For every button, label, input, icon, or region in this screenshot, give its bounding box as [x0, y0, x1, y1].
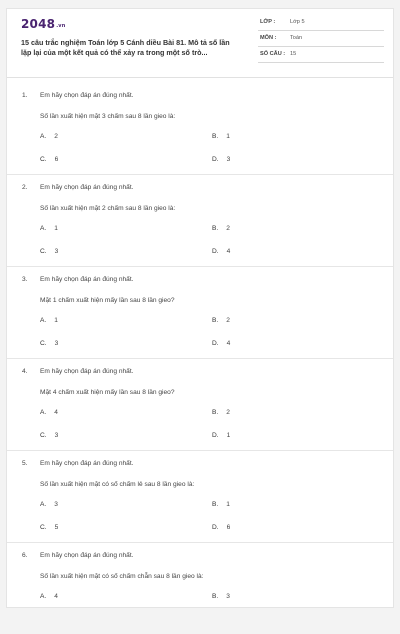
meta-row-subject	[258, 31, 384, 47]
option-a[interactable]	[40, 409, 58, 416]
option-a[interactable]	[40, 501, 58, 508]
option-d[interactable]	[212, 156, 230, 163]
logo-text: 2048	[21, 17, 56, 31]
option-letter: C.	[40, 432, 47, 439]
worksheet-page	[6, 8, 394, 608]
option-b[interactable]	[212, 501, 230, 508]
option-a[interactable]	[40, 317, 58, 324]
meta-value: 15	[290, 51, 297, 57]
option-b[interactable]	[212, 409, 230, 416]
option-a[interactable]	[40, 225, 58, 232]
option-value: 1	[226, 133, 230, 140]
option-d[interactable]	[212, 248, 230, 255]
option-value: 3	[54, 248, 59, 255]
worksheet-header	[7, 9, 393, 79]
option-letter: A.	[40, 501, 47, 508]
option-letter: D.	[212, 432, 219, 439]
option-letter: A.	[40, 225, 47, 232]
option-b[interactable]	[212, 225, 230, 232]
option-value: 1	[54, 225, 58, 232]
meta-key: SỐ CÂU :	[260, 51, 286, 57]
option-value: 5	[54, 524, 59, 531]
header-divider	[7, 77, 393, 78]
worksheet-title: 15 câu trắc nghiệm Toán lớp 5 Cánh diều Bài 81. Mô tả số lần lặp lại của một kết quả có thể xảy ra trong một số trò...	[21, 38, 230, 57]
option-letter: D.	[212, 340, 219, 347]
option-value: 3	[226, 593, 230, 600]
question-instruction: Em hãy chọn đáp án đúng nhất.	[40, 92, 134, 99]
option-value: 1	[54, 317, 58, 324]
option-value: 4	[54, 593, 58, 600]
question-item	[7, 83, 393, 175]
option-c[interactable]	[40, 156, 58, 163]
option-value: 2	[226, 225, 230, 232]
option-c[interactable]	[40, 248, 58, 255]
question-instruction: Em hãy chọn đáp án đúng nhất.	[40, 460, 134, 467]
option-value: 3	[226, 156, 231, 163]
meta-row-question-count	[258, 47, 384, 63]
question-item	[7, 359, 393, 451]
worksheet-meta	[258, 15, 384, 63]
option-d[interactable]	[212, 340, 230, 347]
option-c[interactable]	[40, 432, 58, 439]
question-text: Mặt 4 chấm xuất hiện mấy lần sau 8 lần gieo?	[40, 389, 175, 396]
option-value: 3	[54, 432, 59, 439]
option-c[interactable]	[40, 340, 58, 347]
meta-key: LỚP :	[260, 19, 276, 25]
question-text: Số lần xuất hiện mặt 2 chấm sau 8 lần gieo là:	[40, 205, 176, 212]
option-letter: A.	[40, 317, 47, 324]
question-item	[7, 175, 393, 267]
option-letter: A.	[40, 409, 47, 416]
question-number: 5.	[22, 460, 28, 467]
option-value: 1	[226, 501, 230, 508]
option-b[interactable]	[212, 593, 230, 600]
option-letter: A.	[40, 133, 47, 140]
question-number: 2.	[22, 184, 28, 191]
option-value: 2	[226, 409, 230, 416]
option-letter: B.	[212, 225, 219, 232]
option-letter: D.	[212, 524, 219, 531]
site-logo[interactable]	[21, 17, 66, 31]
question-instruction: Em hãy chọn đáp án đúng nhất.	[40, 552, 134, 559]
option-letter: C.	[40, 248, 47, 255]
question-text: Số lần xuất hiện mặt 3 chấm sau 8 lần gieo là:	[40, 113, 176, 120]
option-letter: D.	[212, 156, 219, 163]
option-value: 1	[226, 432, 231, 439]
question-number: 4.	[22, 368, 28, 375]
option-a[interactable]	[40, 593, 58, 600]
question-list	[7, 83, 393, 634]
option-a[interactable]	[40, 133, 58, 140]
option-value: 2	[226, 317, 230, 324]
option-value: 6	[54, 156, 59, 163]
question-text: Mặt 1 chấm xuất hiện mấy lần sau 8 lần gieo?	[40, 297, 175, 304]
option-letter: B.	[212, 501, 219, 508]
meta-value: Lớp 5	[290, 19, 305, 25]
meta-key: MÔN :	[260, 35, 277, 41]
option-letter: B.	[212, 593, 219, 600]
question-number: 3.	[22, 276, 28, 283]
question-text: Số lần xuất hiện mặt có số chấm chẵn sau 8 lần gieo là:	[40, 573, 204, 580]
question-item	[7, 543, 393, 634]
option-b[interactable]	[212, 133, 230, 140]
option-value: 4	[226, 340, 231, 347]
option-letter: D.	[212, 248, 219, 255]
question-instruction: Em hãy chọn đáp án đúng nhất.	[40, 184, 134, 191]
option-letter: B.	[212, 317, 219, 324]
question-item	[7, 267, 393, 359]
option-letter: B.	[212, 133, 219, 140]
question-number: 6.	[22, 552, 28, 559]
question-number: 1.	[22, 92, 28, 99]
option-b[interactable]	[212, 317, 230, 324]
option-letter: B.	[212, 409, 219, 416]
question-instruction: Em hãy chọn đáp án đúng nhất.	[40, 368, 134, 375]
option-value: 3	[54, 340, 59, 347]
option-value: 2	[54, 133, 58, 140]
meta-value: Toán	[290, 35, 303, 41]
option-value: 6	[226, 524, 231, 531]
option-letter: C.	[40, 524, 47, 531]
option-value: 3	[54, 501, 58, 508]
option-letter: C.	[40, 156, 47, 163]
option-letter: A.	[40, 593, 47, 600]
question-text: Số lần xuất hiện mặt có số chấm lẻ sau 8 lần gieo là:	[40, 481, 195, 488]
meta-row-grade	[258, 15, 384, 31]
option-value: 4	[226, 248, 231, 255]
option-letter: C.	[40, 340, 47, 347]
option-value: 4	[54, 409, 58, 416]
question-item	[7, 451, 393, 543]
option-d[interactable]	[212, 432, 230, 439]
option-c[interactable]	[40, 524, 58, 531]
option-d[interactable]	[212, 524, 230, 531]
logo-suffix: .vn	[56, 23, 66, 29]
question-instruction: Em hãy chọn đáp án đúng nhất.	[40, 276, 134, 283]
